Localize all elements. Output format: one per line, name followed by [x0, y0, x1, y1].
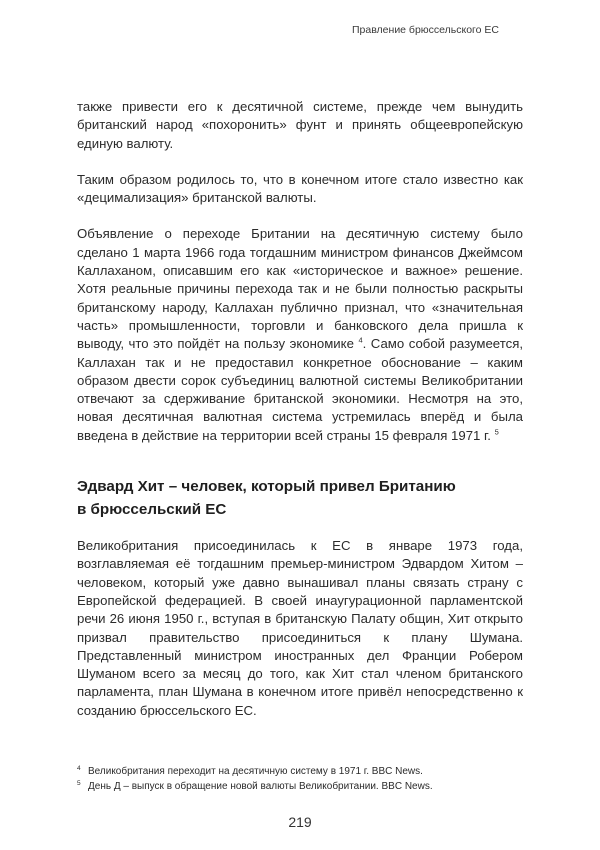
footnote-ref[interactable]: 5 [494, 427, 499, 437]
paragraph: Таким образом родилось то, что в конечном итоге стало известно как «децимализация» британской валюты. [77, 171, 523, 206]
footnote-number: 5 [77, 780, 81, 787]
paragraph-decimalisation [77, 225, 523, 445]
footnote-text: День Д – выпуск в обращение новой валюты Великобритании. BBC News. [88, 781, 433, 792]
paragraph-text: . Само собой разумеется, Каллахан так и не предоставил конкретное обоснование – каким образом двести сорок субъединиц валютной системы Великобритании отвечают за сдерживание британской экономики. Несмотря на это, новая десятичная валютная система устремилась вперёд и была введена в действие на территории всей страны 15 февраля 1971 г. [77, 336, 523, 443]
footnote-number: 4 [77, 765, 81, 772]
paragraph: также привести его к десятичной системе, прежде чем вынудить британский народ «похоронить» фунт и принять общеевропейскую единую валюту. [77, 99, 523, 151]
paragraph: Великобритания присоединилась к ЕС в январе 1973 года, возглавляемая её тогдашним премьер-министром Эдвардом Хитом – человеком, который уже давно вынашивал планы связать страну с Европейской федерацией. В своей инаугурационной парламентской речи 26 июня 1950 г., вступая в британскую Палату общин, Хит открыто призвал правительство присоединиться к плану Шумана. Представленный министром иностранных дел Франции Робером Шуманом всего за месяц до того, как Хит стал членом британского парламента, план Шумана в конечном итоге привёл непосредственно к созданию брюссельского ЕС. [77, 538, 523, 718]
running-header: Правление брюссельского ЕС [351, 24, 499, 36]
page-number: 219 [288, 814, 312, 830]
footnote [77, 779, 537, 794]
footnote-text: Великобритания переходит на десятичную систему в 1971 г. BBC News. [88, 766, 423, 777]
footnote [77, 764, 537, 779]
footnotes [77, 764, 537, 794]
footnote-ref[interactable]: 4 [358, 335, 363, 345]
section-heading-line: Эдвард Хит – человек, который привел Британию [77, 478, 456, 496]
page-body [77, 98, 523, 720]
paragraph-text: Объявление о переходе Британии на десятичную систему было сделано 1 марта 1966 года тогдашним министром финансов Джеймсом Каллаханом, описавшим его как «историческое и важное» решение. Хотя реальные причины перехода так и не были полностью раскрыты британскому народу, Каллахан публично признал, что «значительная часть» промышленности, торговли и банковского дела пришла к выводу, что это пойдёт на пользу экономике [77, 226, 523, 352]
section-heading [77, 475, 523, 521]
section-heading-line: в брюссельский ЕС [77, 501, 227, 519]
